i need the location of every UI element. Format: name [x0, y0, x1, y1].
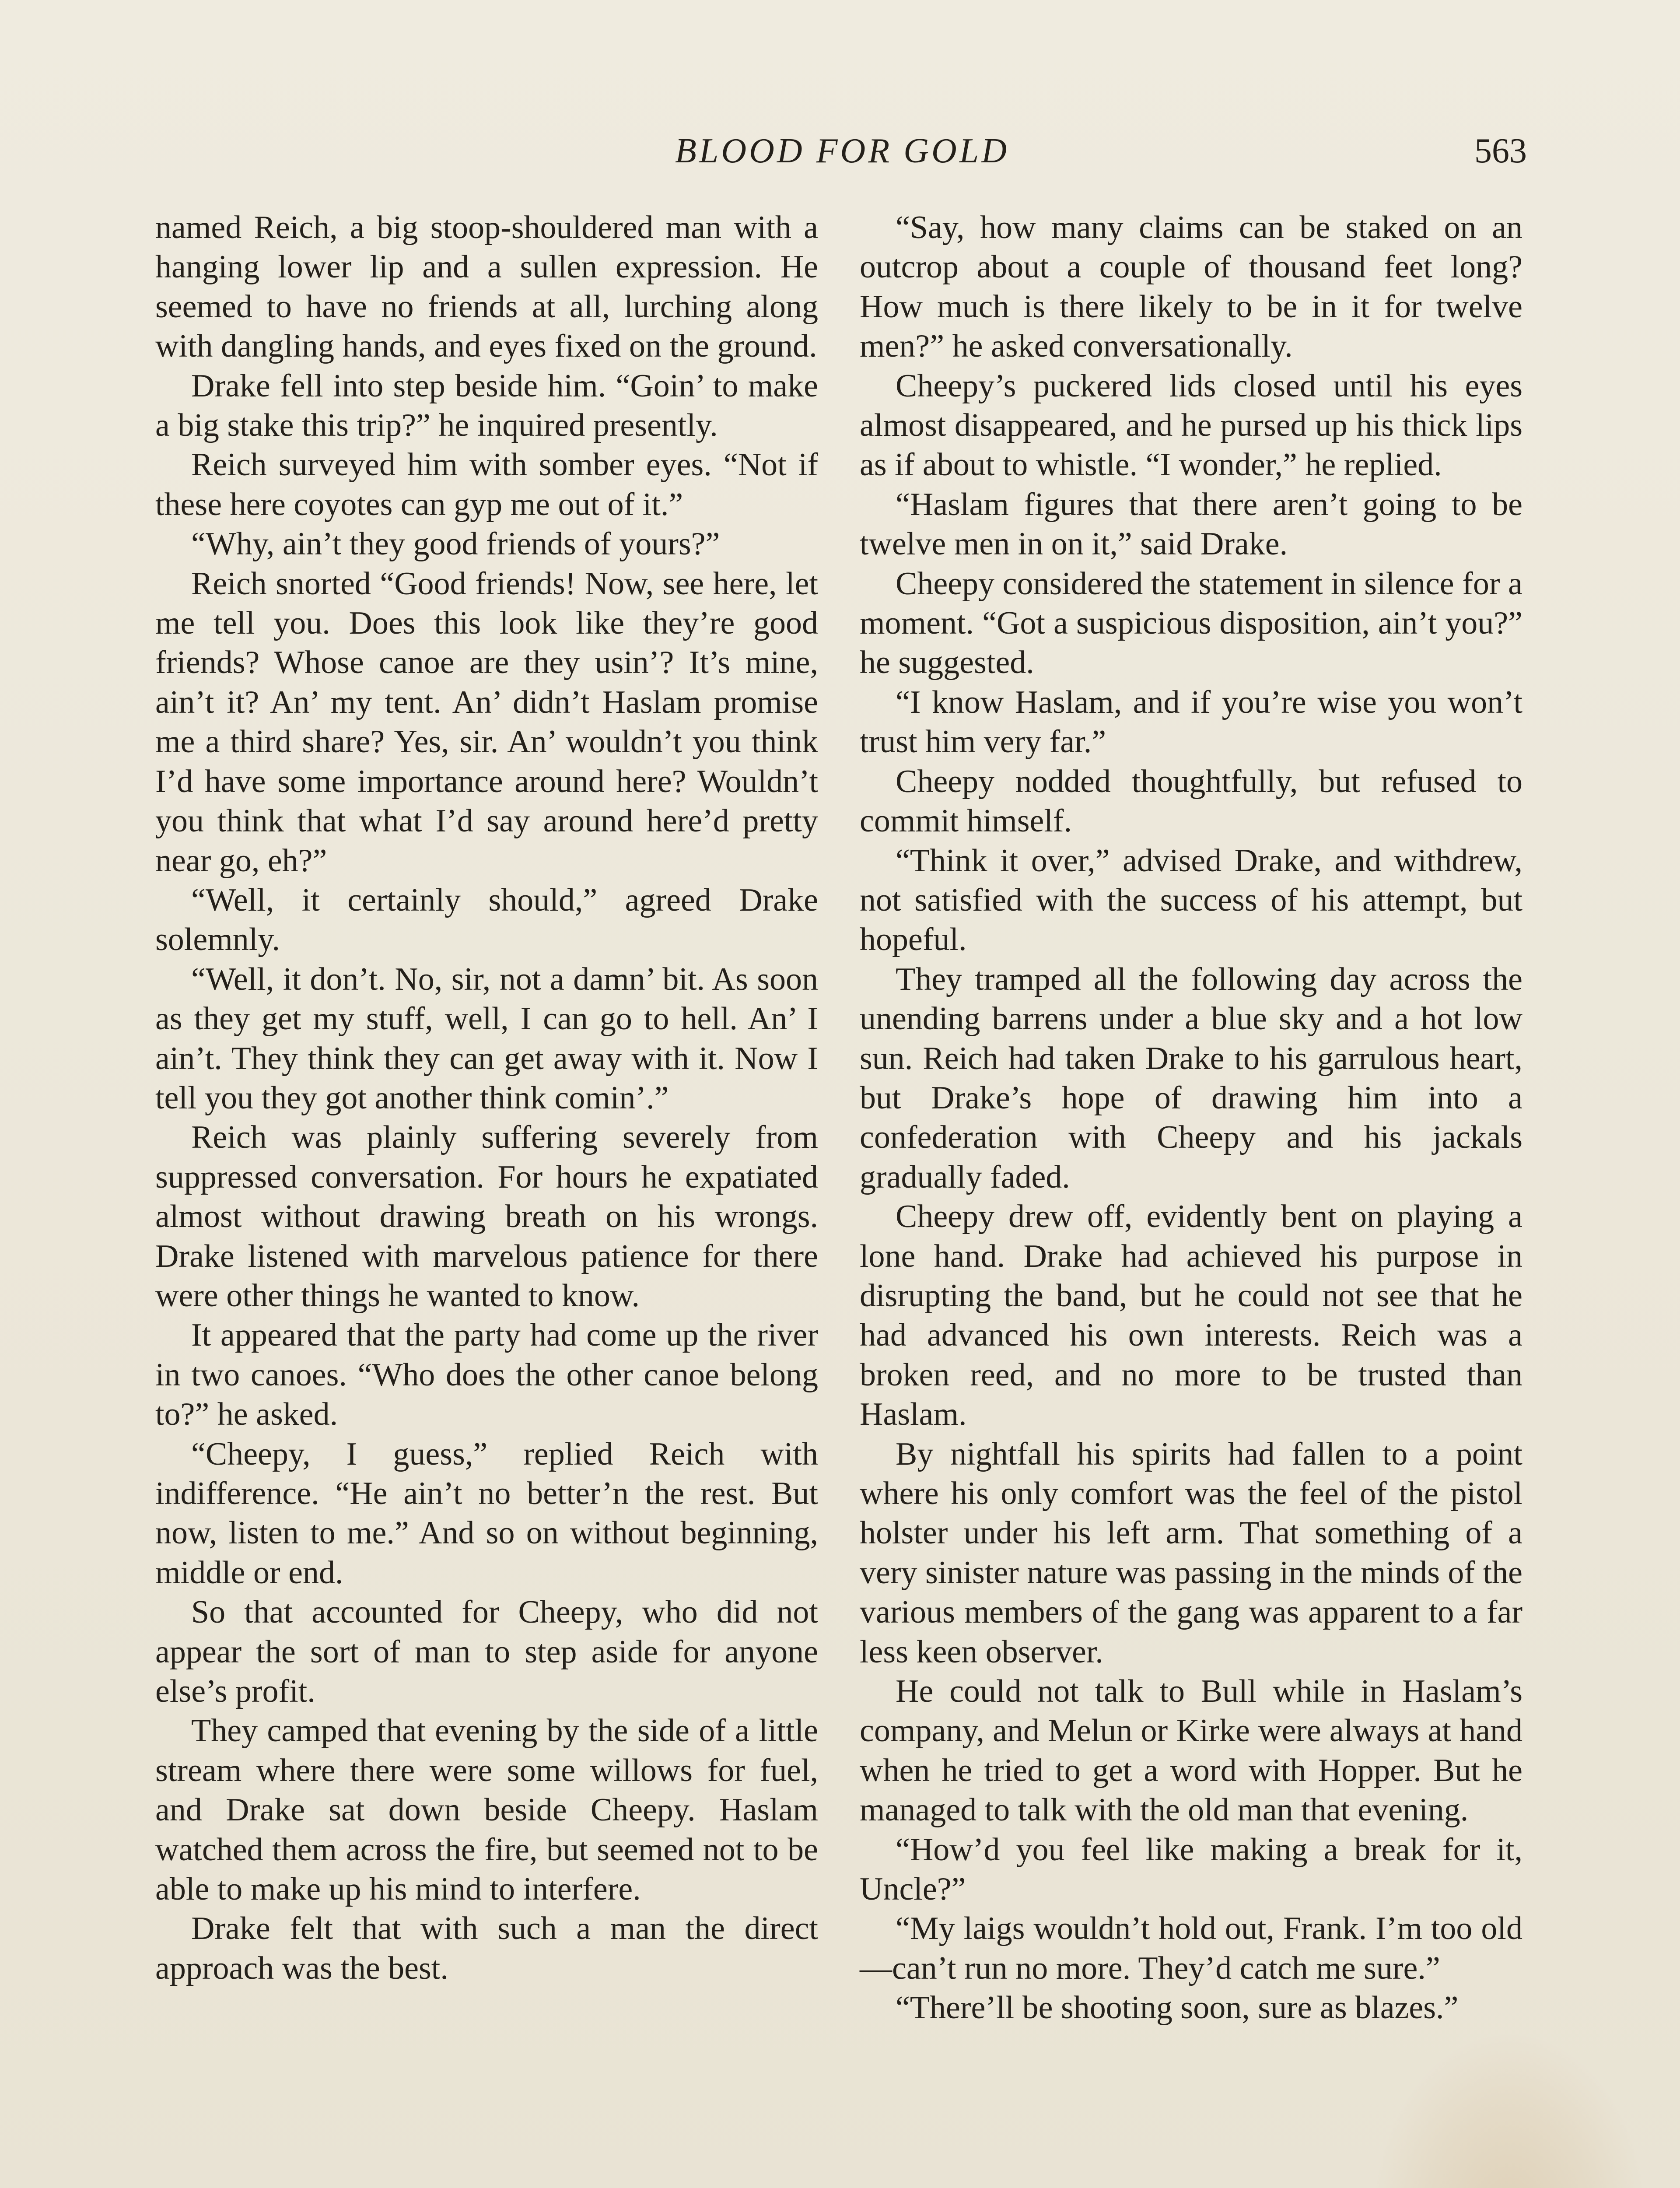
right-column — [860, 208, 1522, 2028]
paragraph: “How’d you feel like making a break for it, Uncle?” — [860, 1831, 1522, 1907]
paragraph: Cheepy drew off, evidently bent on playing a lone hand. Drake had achieved his purpose in disrupting the band, but he could not see that he had advanced his own interests. Reich was a broken reed, and no more to be trusted than Haslam. — [860, 1199, 1522, 1433]
paragraph: “Haslam figures that there aren’t going to be twelve men in on it,” said Drake. — [860, 486, 1522, 562]
paragraph: named Reich, a big stoop-shouldered man with a hanging lower lip and a sullen expression. He seemed to have no friends at all, lurching along with dangling hands, and eyes fixed on the ground. — [155, 210, 818, 365]
paragraph: “Think it over,” advised Drake, and withdrew, not satisfied with the success of his attempt, but hopeful. — [860, 842, 1522, 958]
paragraph: “Why, ain’t they good friends of yours?” — [191, 526, 720, 562]
paragraph: “Well, it don’t. No, sir, not a damn’ bit. As soon as they get my stuff, well, I can go to hell. An’ I ain’t. They think they can get away with it. Now I tell you they got another think comin’.” — [155, 961, 818, 1116]
paragraph: Cheepy considered the statement in silence for a moment. “Got a suspicious disposition, ain’t you?” he suggested. — [860, 565, 1522, 681]
paragraph: Drake fell into step beside him. “Goin’ to make a big stake this trip?” he inquired presently. — [155, 368, 818, 444]
paragraph: “There’ll be shooting soon, sure as blazes.” — [896, 1990, 1459, 2026]
paragraph: “Say, how many claims can be staked on an outcrop about a couple of thousand feet long? How much is there likely to be in it for twelve men?” he asked conversationally. — [860, 210, 1522, 365]
left-column — [155, 208, 818, 1988]
paragraph: They tramped all the following day across the unending barrens under a blue sky and a hot low sun. Reich had taken Drake to his garrulous heart, but Drake’s hope of drawing him into a confederation with Cheepy and his jackals gradually faded. — [860, 961, 1522, 1195]
paragraph: It appeared that the party had come up the river in two canoes. “Who does the other canoe belong to?” he asked. — [155, 1317, 818, 1433]
paragraph: He could not talk to Bull while in Haslam’s company, and Melun or Kirke were always at hand when he tried to get a word with Hopper. But he managed to talk with the old man that evening. — [860, 1673, 1522, 1828]
story-title: BLOOD FOR GOLD — [675, 132, 1009, 170]
paragraph: By nightfall his spirits had fallen to a point where his only comfort was the feel of the pistol holster under his left arm. That something of a very sinister nature was passing in the minds of the various members of the gang was apparent to a far less keen observer. — [860, 1436, 1522, 1670]
paper-stain — [1374, 2035, 1645, 2188]
paragraph: “I know Haslam, and if you’re wise you won’t trust him very far.” — [860, 684, 1522, 760]
running-header — [158, 125, 1527, 177]
paragraph: Cheepy nodded thoughtfully, but refused to commit himself. — [860, 763, 1522, 839]
paragraph: “Well, it certainly should,” agreed Drake solemnly. — [155, 882, 818, 958]
paragraph: So that accounted for Cheepy, who did not appear the sort of man to step aside for anyone else’s profit. — [155, 1594, 818, 1710]
page-number: 563 — [1474, 132, 1527, 170]
paragraph: “My laigs wouldn’t hold out, Frank. I’m too old—can’t run no more. They’d catch me sure.” — [860, 1911, 1522, 1986]
paragraph: Reich snorted “Good friends! Now, see here, let me tell you. Does this look like they’re good friends? Whose canoe are they usin’? It’s mine, ain’t it? An’ my tent. An’ didn’t Haslam promise me a third share? Yes, sir. An’ wouldn’t you think I’d have some importance around here? Wouldn’t you think that what I’d say around here’d pretty near go, eh?” — [155, 565, 818, 879]
paragraph: Cheepy’s puckered lids closed until his eyes almost disappeared, and he pursed up his thick lips as if about to whistle. “I wonder,” he replied. — [860, 368, 1522, 483]
paragraph: “Cheepy, I guess,” replied Reich with indifference. “He ain’t no better’n the rest. But now, listen to me.” And so on without beginning, middle or end. — [155, 1436, 818, 1591]
paragraph: Reich surveyed him with somber eyes. “Not if these here coyotes can gyp me out of it.” — [155, 447, 818, 522]
paragraph: They camped that evening by the side of a little stream where there were some willows for fuel, and Drake sat down beside Cheepy. Haslam watched them across the fire, but seemed not to be able to make up his mind to interfere. — [155, 1713, 818, 1907]
paragraph: Reich was plainly suffering severely from suppressed conversation. For hours he expatiated almost without drawing breath on his wrongs. Drake listened with marvelous patience for there were other things he wanted to know. — [155, 1119, 818, 1314]
paragraph: Drake felt that with such a man the direct approach was the best. — [155, 1911, 818, 1986]
